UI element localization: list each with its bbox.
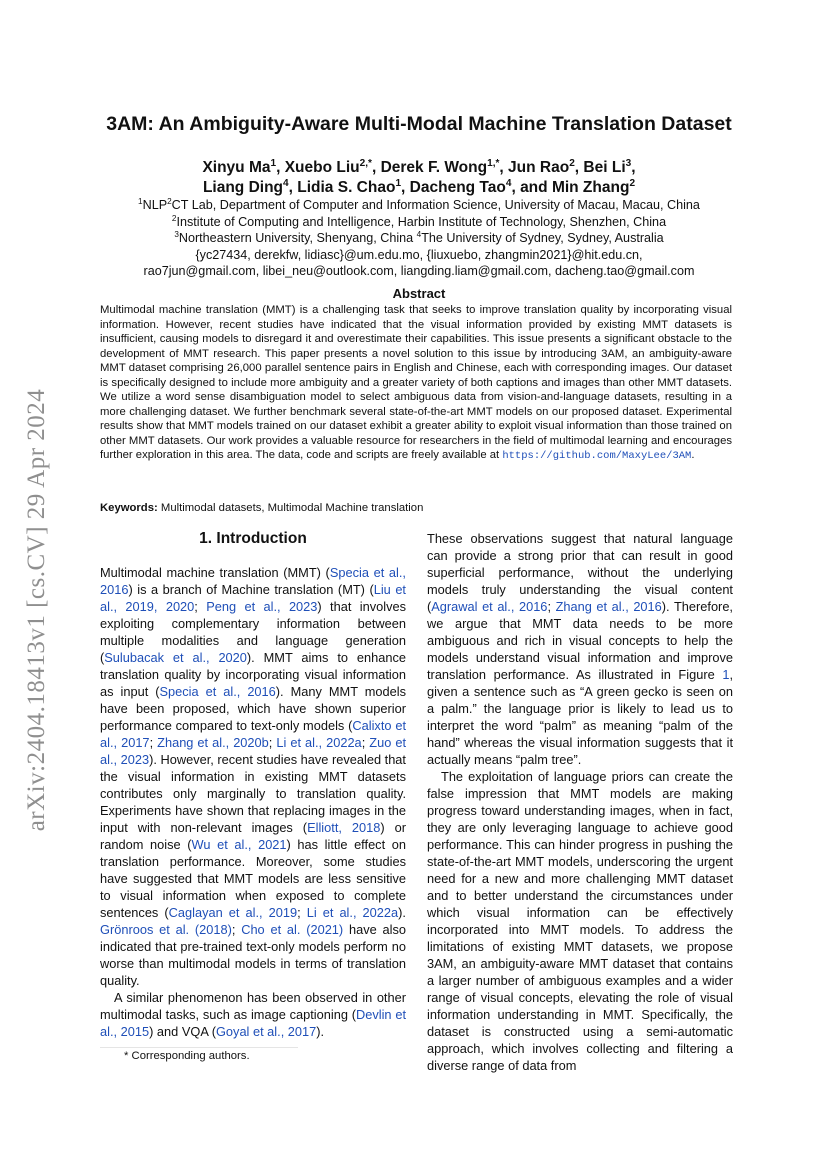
author-name: Xuebo Liu [284, 159, 360, 176]
arxiv-sidebar-stamp [22, 360, 52, 860]
author-emails-2: rao7jun@gmail.com, libei_neu@outlook.com, liangding.liam@gmail.com, dacheng.tao@gmail.com [143, 264, 695, 279]
intro-paragraph-2: A similar phenomenon has been observed in other multimodal tasks, such as image captioning (Devlin et al., 2015) and VQA (Goyal et al., 2017). [100, 990, 406, 1039]
footnote-corresponding-authors: * Corresponding authors. [124, 1050, 250, 1062]
author-name: Derek F. Wong [380, 159, 488, 176]
citation-link[interactable]: Zhang et al., 2016 [555, 599, 662, 614]
citation-link[interactable]: Zuo et al., 2023 [100, 735, 406, 767]
citation-link[interactable]: Li et al., 2022a [306, 905, 399, 920]
author-affiliation-mark: 2,* [359, 157, 372, 169]
author-affiliation-mark: 2 [569, 157, 575, 169]
affiliation-1: $^1$NLP$^2$CT Lab, Department of Computer and Information Science, University of Macau, Macau, China [138, 196, 700, 212]
intro-paragraph-4: The exploitation of language priors can create the false impression that MMT models are making progress toward understanding images, when in fact, they are only leveraging language to achieve good performance. This can hinder progress in pushing the state-of-the-art MMT models, underscoring the urgent need for a new and more challenging MMT dataset and to better understand the circumstances under which visual information can be effectively incorporated into MMT models. To address the limitations of existing MMT datasets, we propose 3AM, an ambiguity-aware MMT dataset that contains a larger number of ambiguous examples and a wider range of visual concepts, elevating the role of visual information understanding in MMT. Specifically, the dataset is constructed using a semi-automatic approach, which involves collecting and filtering a diverse range of data from [427, 769, 733, 1073]
citation-link[interactable]: Sulubacak et al., 2020 [104, 650, 247, 665]
citation-link[interactable]: Cho et al. (2021) [241, 922, 344, 937]
citation-link[interactable]: Zhang et al., 2020b [157, 735, 269, 750]
citation-link[interactable]: Agrawal et al., 2016 [431, 599, 548, 614]
citation-link[interactable]: Peng et al., 2023 [206, 599, 318, 614]
keywords-text: Multimodal datasets, Multimodal Machine translation [157, 502, 424, 514]
citation-link[interactable]: Li et al., 2022a [276, 735, 362, 750]
author-list [60, 158, 778, 198]
author-emails-1: {yc27434, derekfw, lidiasc}@um.edu.mo, {liuxuebo, zhangmin2021}@hit.edu.cn, [195, 247, 643, 262]
author-name: Dacheng Tao [409, 179, 506, 196]
citation-link[interactable]: Calixto et al., 2017 [100, 718, 406, 750]
affiliation-3-4: $^3$Northeastern University, Shenyang, China $^4$The University of Sydney, Sydney, Australia [174, 230, 664, 246]
citation-link[interactable]: Goyal et al., 2017 [215, 1024, 317, 1039]
author-name: Liang Ding [202, 179, 284, 196]
author-affiliation-mark: 1 [270, 157, 277, 169]
left-column [100, 564, 406, 1040]
keywords-label: Keywords: [100, 502, 158, 514]
citation-link[interactable]: Liu et al., 2019, 2020 [100, 582, 406, 614]
citation-link[interactable]: Grönroos et al. (2018) [100, 922, 232, 937]
author-name: Xinyu Ma [202, 159, 271, 176]
citation-link[interactable]: Specia et al., 2016 [159, 684, 276, 699]
author-line-2: Liang Ding$^4$, Lidia S. Chao$^1$, Dacheng Tao$^4$, and Min Zhang$^2$ [202, 177, 636, 196]
abstract-body: Multimodal machine translation (MMT) is a challenging task that seeks to improve translation quality by incorporating visual information. However, recent studies have indicated that the visual information provided by existing MMT datasets is insufficient, causing models to disregard it and overestimate their capabilities. This issue presents a significant obstacle to the development of MMT research. This paper presents a novel solution to this issue by introducing 3AM, an ambiguity-aware MMT dataset comprising 26,000 parallel sentence pairs in English and Chinese, each with corresponding images. Our dataset is specifically designed to include more ambiguity and a greater variety of both captions and images than other MMT datasets. We utilize a word sense disambiguation model to select ambiguous data from vision-and-language datasets, resulting in a more challenging dataset. We further benchmark several state-of-the-art MMT models on our proposed dataset. Experimental results show that MMT models trained on our dataset exhibit a greater ability to exploit visual information than those trained on other MMT datasets. Our work provides a valuable resource for researchers in the field of multimodal learning and encourages further exploration in this area. The data, code and scripts are freely available at https://github.com/MaxyLee/3AM. [100, 304, 732, 462]
citation-link[interactable]: Caglayan et al., 2019 [168, 905, 298, 920]
abstract-text: Multimodal machine translation (MMT) is a challenging task that seeks to improve translation quality by incorporating visual information. However, recent studies have indicated that the visual information provided by existing MMT datasets is insufficient, causing models to disregard it and overestimate their capabilities. This issue presents a significant obstacle to the development of MMT research. This paper presents a novel solution to this issue by introducing 3AM, an ambiguity-aware MMT dataset comprising 26,000 parallel sentence pairs in English and Chinese, each with corresponding images. Our dataset is specifically designed to include more ambiguity and a greater variety of both captions and images than other MMT datasets. We utilize a word sense disambiguation model to select ambiguous data from vision-and-language datasets, resulting in a more challenging dataset. We further benchmark several state-of-the-art MMT models on our proposed dataset. Experimental results show that MMT models trained on our dataset exhibit a greater ability to exploit visual information than those trained on other MMT datasets. Our work provides a valuable resource for researchers in the field of multimodal learning and encourages further exploration in this area. The data, code and scripts are freely available at [100, 304, 732, 461]
citation-link[interactable]: Devlin et al., 2015 [100, 1007, 406, 1039]
intro-paragraph-3: These observations suggest that natural language can provide a strong prior that can result in good superficial performance, without the underlying models truly understanding the visual content (Agrawal et al., 2016; Zhang et al., 2016). Therefore, we argue that MMT data needs to be more ambiguous and rich in visual concepts to help the models understand visual information and improve translation performance. As illustrated in Figure 1, given a sentence such as “A green gecko is seen on a palm.” the language prior is likely to lead us to interpret the word “palm” as meaning “palm of the hand” whereas the visual information suggests that it actually means “palm tree”. [427, 531, 733, 767]
affiliation-2: $^2$Institute of Computing and Intelligence, Harbin Institute of Technology, Shenzhen, China [171, 213, 667, 229]
citation-link[interactable]: Wu et al., 2021 [191, 837, 287, 852]
intro-paragraph-1: Multimodal machine translation (MMT) (Specia et al., 2016) is a branch of Machine translation (MT) (Liu et al., 2019, 2020; Peng et al., 2023) that involves exploiting complementary information between multiple modalities and language generation (Sulubacak et al., 2020). MMT aims to enhance translation quality by incorporating visual information as input (Specia et al., 2016). Many MMT models have been proposed, which have shown superior performance compared to text-only models (Calixto et al., 2017; Zhang et al., 2020b; Li et al., 2022a; Zuo et al., 2023). However, recent studies have revealed that the visual information in existing MMT datasets contributes only marginally to translation quality. Experiments have shown that replacing images in the input with non-relevant images (Elliott, 2018) or random noise (Wu et al., 2021) has little effect on translation performance. Moreover, some studies have suggested that MMT models are less sensitive to visual information when exposed to complete sentences (Caglayan et al., 2019; Li et al., 2022a). Grönroos et al. (2018); Cho et al. (2021) have also indicated that pre-trained text-only models perform no worse than multimodal models in terms of translation quality. [100, 565, 407, 988]
author-line-1: Xinyu Ma$^1$, Xuebo Liu$^{2,*}$, Derek F. Wong$^{1,*}$, Jun Rao$^2$, Bei Li$^3$, [202, 157, 636, 176]
author-name: Jun Rao [508, 159, 570, 176]
author-name: Min Zhang [551, 179, 630, 196]
citation-link[interactable]: Elliott, 2018 [307, 820, 381, 835]
author-name: Bei Li [583, 159, 626, 176]
author-affiliation-mark: 4 [505, 177, 512, 189]
author-affiliation-mark: 1 [395, 177, 402, 189]
citation-link[interactable]: Specia et al., 2016 [100, 565, 406, 597]
arxiv-identifier: arXiv:2404.18413v1 [cs.CV] 29 Apr 2024 [23, 388, 50, 832]
author-affiliation-mark: 3 [625, 157, 632, 169]
section-heading-introduction: 1. Introduction [199, 530, 307, 547]
right-column [427, 530, 733, 1074]
author-affiliation-mark: 1,* [487, 157, 500, 169]
author-affiliation-mark: 2 [629, 177, 636, 189]
paper-title: 3AM: An Ambiguity-Aware Multi-Modal Machine Translation Dataset [106, 113, 732, 135]
citation-link[interactable]: 1 [722, 667, 730, 682]
code-repository-link[interactable]: https://github.com/MaxyLee/3AM [502, 450, 692, 462]
footnote-rule [100, 1047, 298, 1048]
author-affiliation-mark: 4 [283, 177, 289, 189]
author-name: Lidia S. Chao [297, 179, 396, 196]
affiliations [60, 197, 778, 280]
abstract-heading: Abstract [392, 286, 446, 301]
keywords [100, 502, 732, 514]
